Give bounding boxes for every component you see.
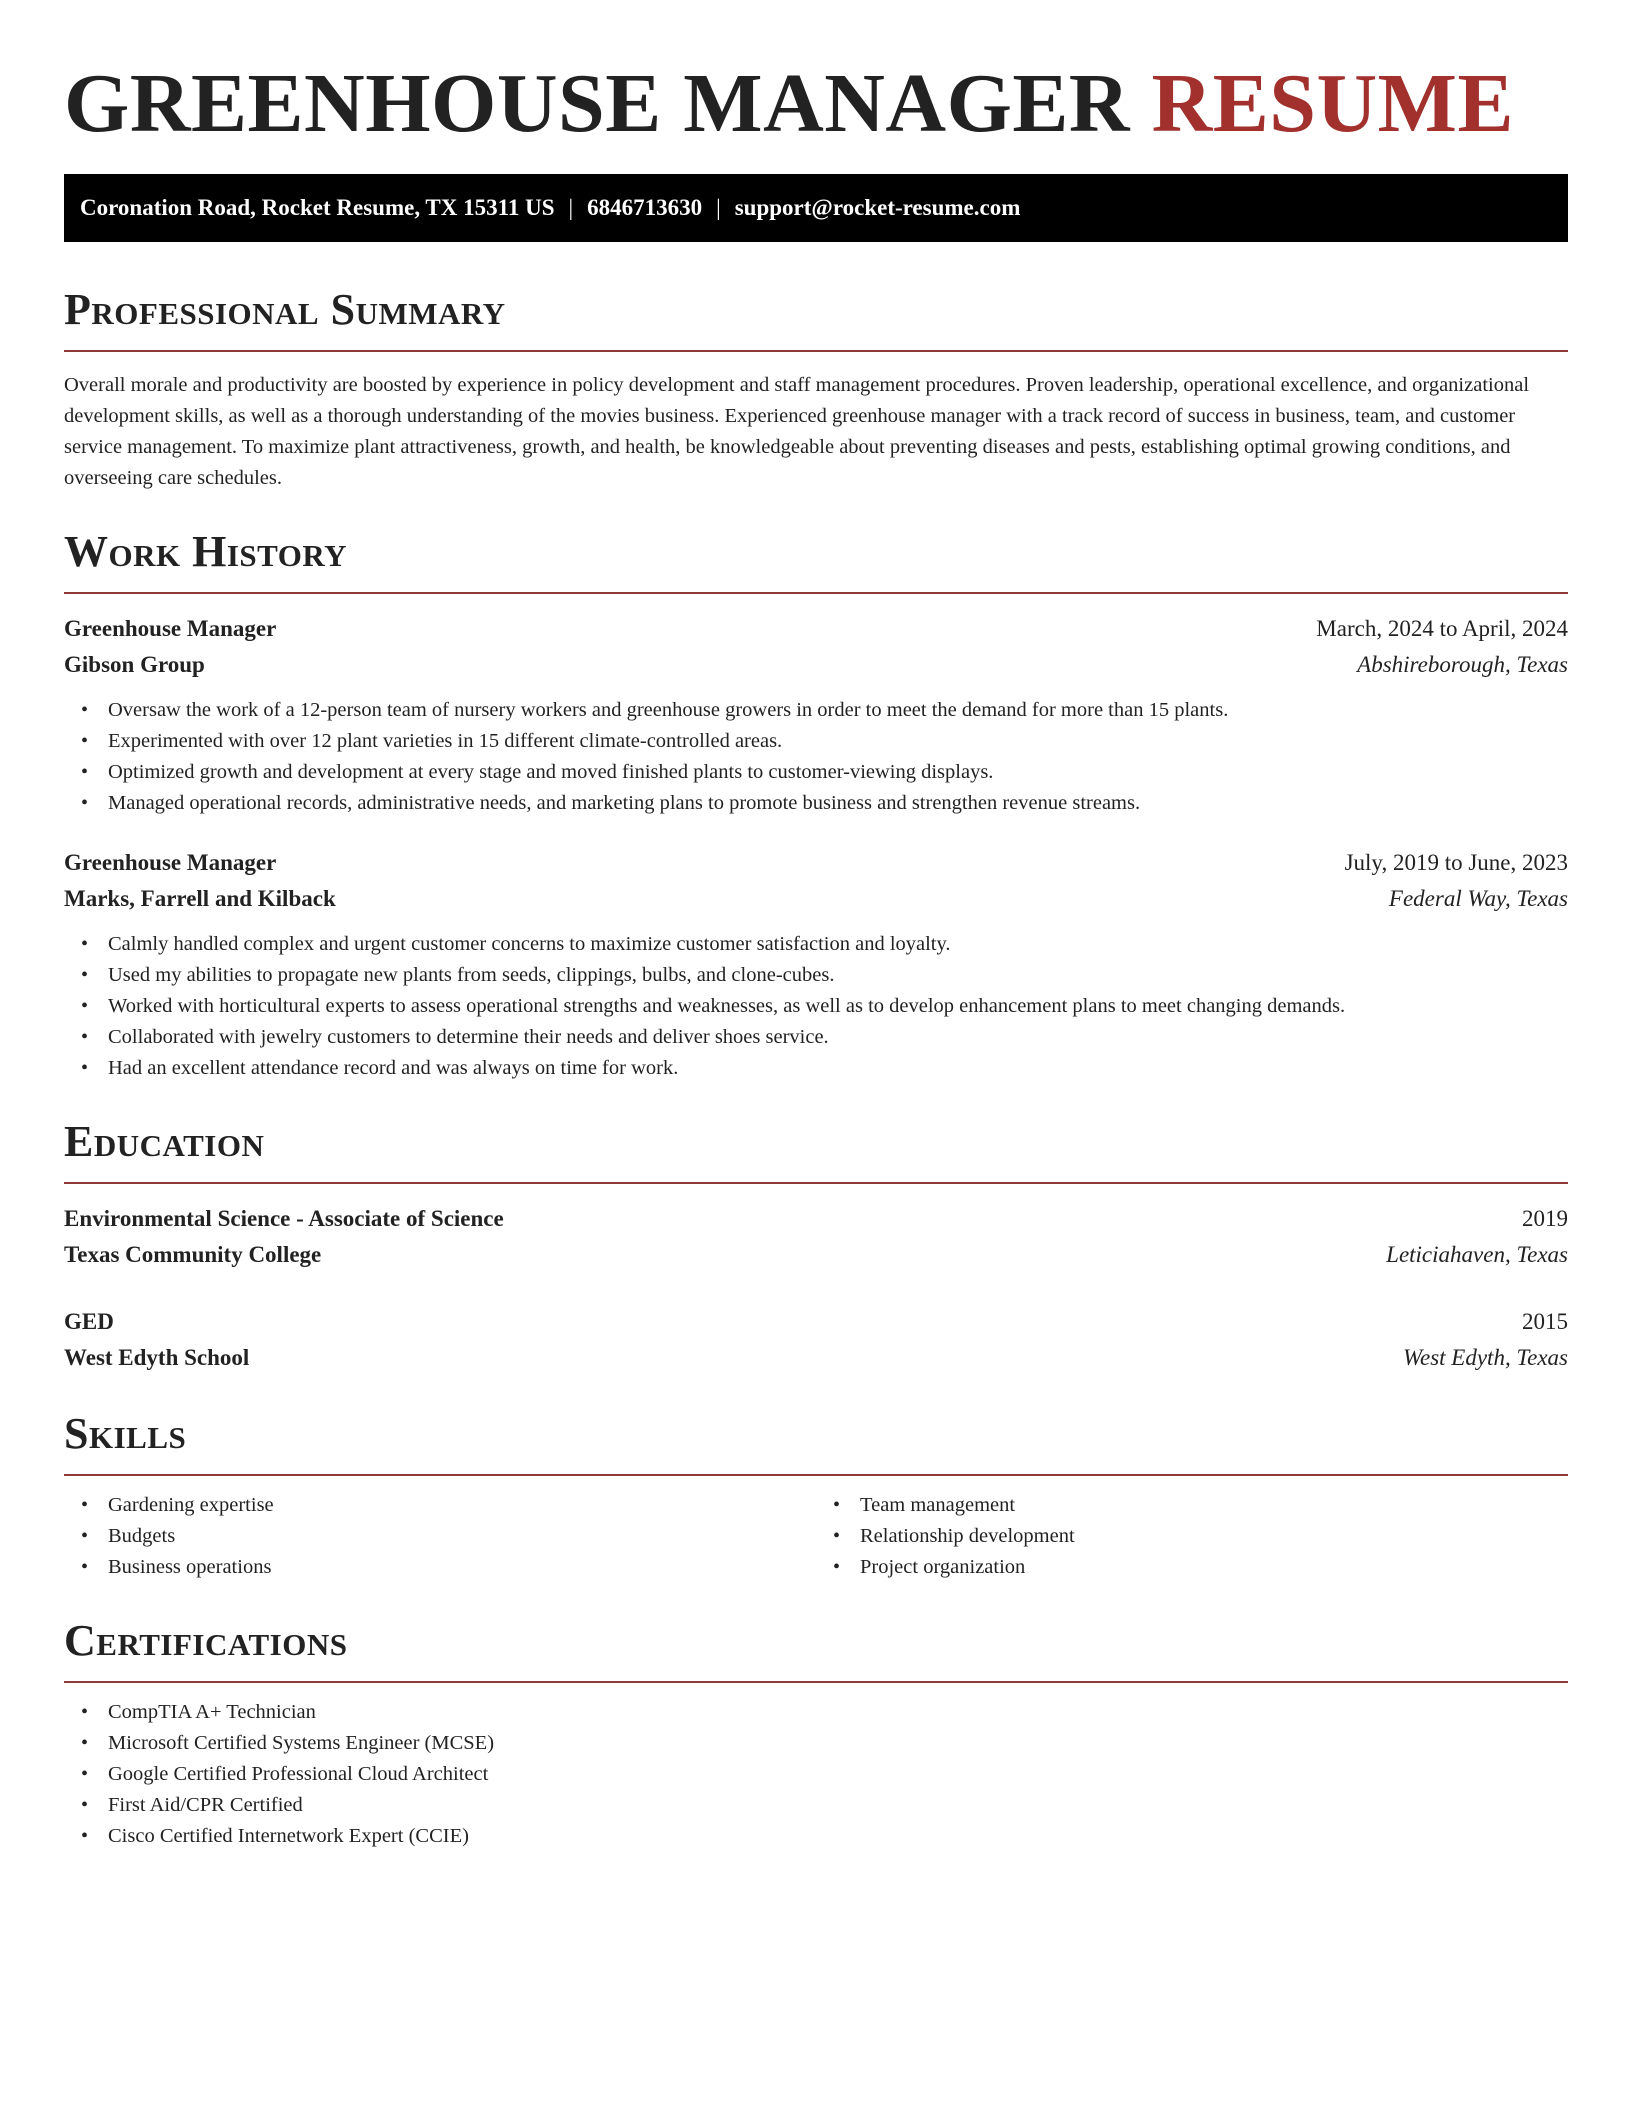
education-school-row [64,1237,1568,1273]
section-heading: Certifications [64,1616,348,1665]
section-divider [64,350,1568,352]
summary-section [64,284,1568,494]
job-company-row [64,881,1568,917]
list-item: • CompTIA A+ Technician [108,1697,1568,1728]
list-item: • Oversaw the work of a 12-person team of nursery workers and greenhouse growers in order to meet the demand for more than 15 plants. [108,695,1568,726]
job-title: Greenhouse Manager [64,616,277,641]
list-item: • Business operations [108,1552,816,1583]
job-company-row [64,647,1568,683]
contact-email[interactable]: support@rocket-resume.com [734,195,1021,220]
title-accent: RESUME [1151,57,1514,150]
list-item: • Budgets [108,1521,816,1552]
job-bullets [64,695,1568,819]
education-school-row [64,1340,1568,1376]
job-location: Abshireborough, Texas [1357,652,1568,677]
contact-address: Coronation Road, Rocket Resume, TX 15311 US [80,195,555,220]
summary-text: Overall morale and productivity are boosted by experience in policy development and staff management procedures. Proven leadership, operational excellence, and organizational development skills, as well as a thorough understanding of the movies business. Experienced greenhouse manager with a track record of success in business, team, and customer service management. To maximize plant attractiveness, growth, and health, be knowledgeable about preventing diseases and pests, establishing optimal growing conditions, and overseeing care schedules. [64,374,1530,489]
section-heading: Work History [64,527,348,576]
job-header-row [64,611,1568,647]
education-school: West Edyth School [64,1345,250,1370]
list-item: • Worked with horticultural experts to assess operational strengths and weaknesses, as well as to develop enhancement plans to meet changing demands. [108,991,1568,1022]
list-item: • Collaborated with jewelry customers to determine their needs and deliver shoes service. [108,1022,1568,1053]
education-degree: Environmental Science - Associate of Science [64,1206,504,1231]
education-entry [64,1201,1568,1273]
contact-bar [64,174,1568,242]
list-item: • Gardening expertise [108,1490,816,1521]
section-heading: Education [64,1117,265,1166]
work-history-section [64,526,1568,1084]
job-header-row [64,845,1568,881]
education-section [64,1116,1568,1376]
education-header-row [64,1304,1568,1340]
contact-separator: | [716,195,721,220]
education-location: West Edyth, Texas [1402,1345,1568,1370]
job-company: Marks, Farrell and Kilback [64,886,336,911]
education-entry [64,1304,1568,1376]
job-entry [64,611,1568,819]
skills-section [64,1408,1568,1583]
skills-grid [64,1490,1568,1583]
list-item: • Experimented with over 12 plant varieties in 15 different climate-controlled areas. [108,726,1568,757]
job-bullets [64,929,1568,1084]
job-dates: March, 2024 to April, 2024 [1316,616,1568,641]
contact-phone: 6846713630 [587,195,703,220]
list-item: • Relationship development [860,1521,1568,1552]
title-main: GREENHOUSE MANAGER [64,57,1131,150]
section-divider [64,592,1568,594]
education-year: 2019 [1522,1206,1568,1231]
list-item: • Had an excellent attendance record and was always on time for work. [108,1053,1568,1084]
list-item: • Used my abilities to propagate new plants from seeds, clippings, bulbs, and clone-cubes. [108,960,1568,991]
section-divider [64,1474,1568,1476]
list-item: • Optimized growth and development at every stage and moved finished plants to customer-viewing displays. [108,757,1568,788]
job-entry [64,845,1568,1084]
resume-title [64,0,1568,150]
list-item: • Microsoft Certified Systems Engineer (MCSE) [108,1728,1568,1759]
education-school: Texas Community College [64,1242,322,1267]
job-title: Greenhouse Manager [64,850,277,875]
job-location: Federal Way, Texas [1388,886,1568,911]
job-company: Gibson Group [64,652,205,677]
education-year: 2015 [1522,1309,1568,1334]
list-item: • Project organization [860,1552,1568,1583]
education-location: Leticiahaven, Texas [1386,1242,1568,1267]
section-divider [64,1182,1568,1184]
section-heading: Skills [64,1409,187,1458]
certifications-list [64,1697,1568,1852]
education-header-row [64,1201,1568,1237]
section-divider [64,1681,1568,1683]
contact-separator: | [568,195,574,220]
job-dates: July, 2019 to June, 2023 [1344,850,1568,875]
education-degree: GED [64,1309,114,1334]
list-item: • Cisco Certified Internetwork Expert (CCIE) [108,1821,1568,1852]
skills-column-left [64,1490,816,1583]
list-item: • Google Certified Professional Cloud Architect [108,1759,1568,1790]
list-item: • First Aid/CPR Certified [108,1790,1568,1821]
list-item: • Calmly handled complex and urgent customer concerns to maximize customer satisfaction and loyalty. [108,929,1568,960]
skills-column-right [816,1490,1568,1583]
list-item: • Team management [860,1490,1568,1521]
section-heading: Professional Summary [64,285,506,334]
certifications-section [64,1615,1568,1852]
list-item: • Managed operational records, administrative needs, and marketing plans to promote business and strengthen revenue streams. [108,788,1568,819]
